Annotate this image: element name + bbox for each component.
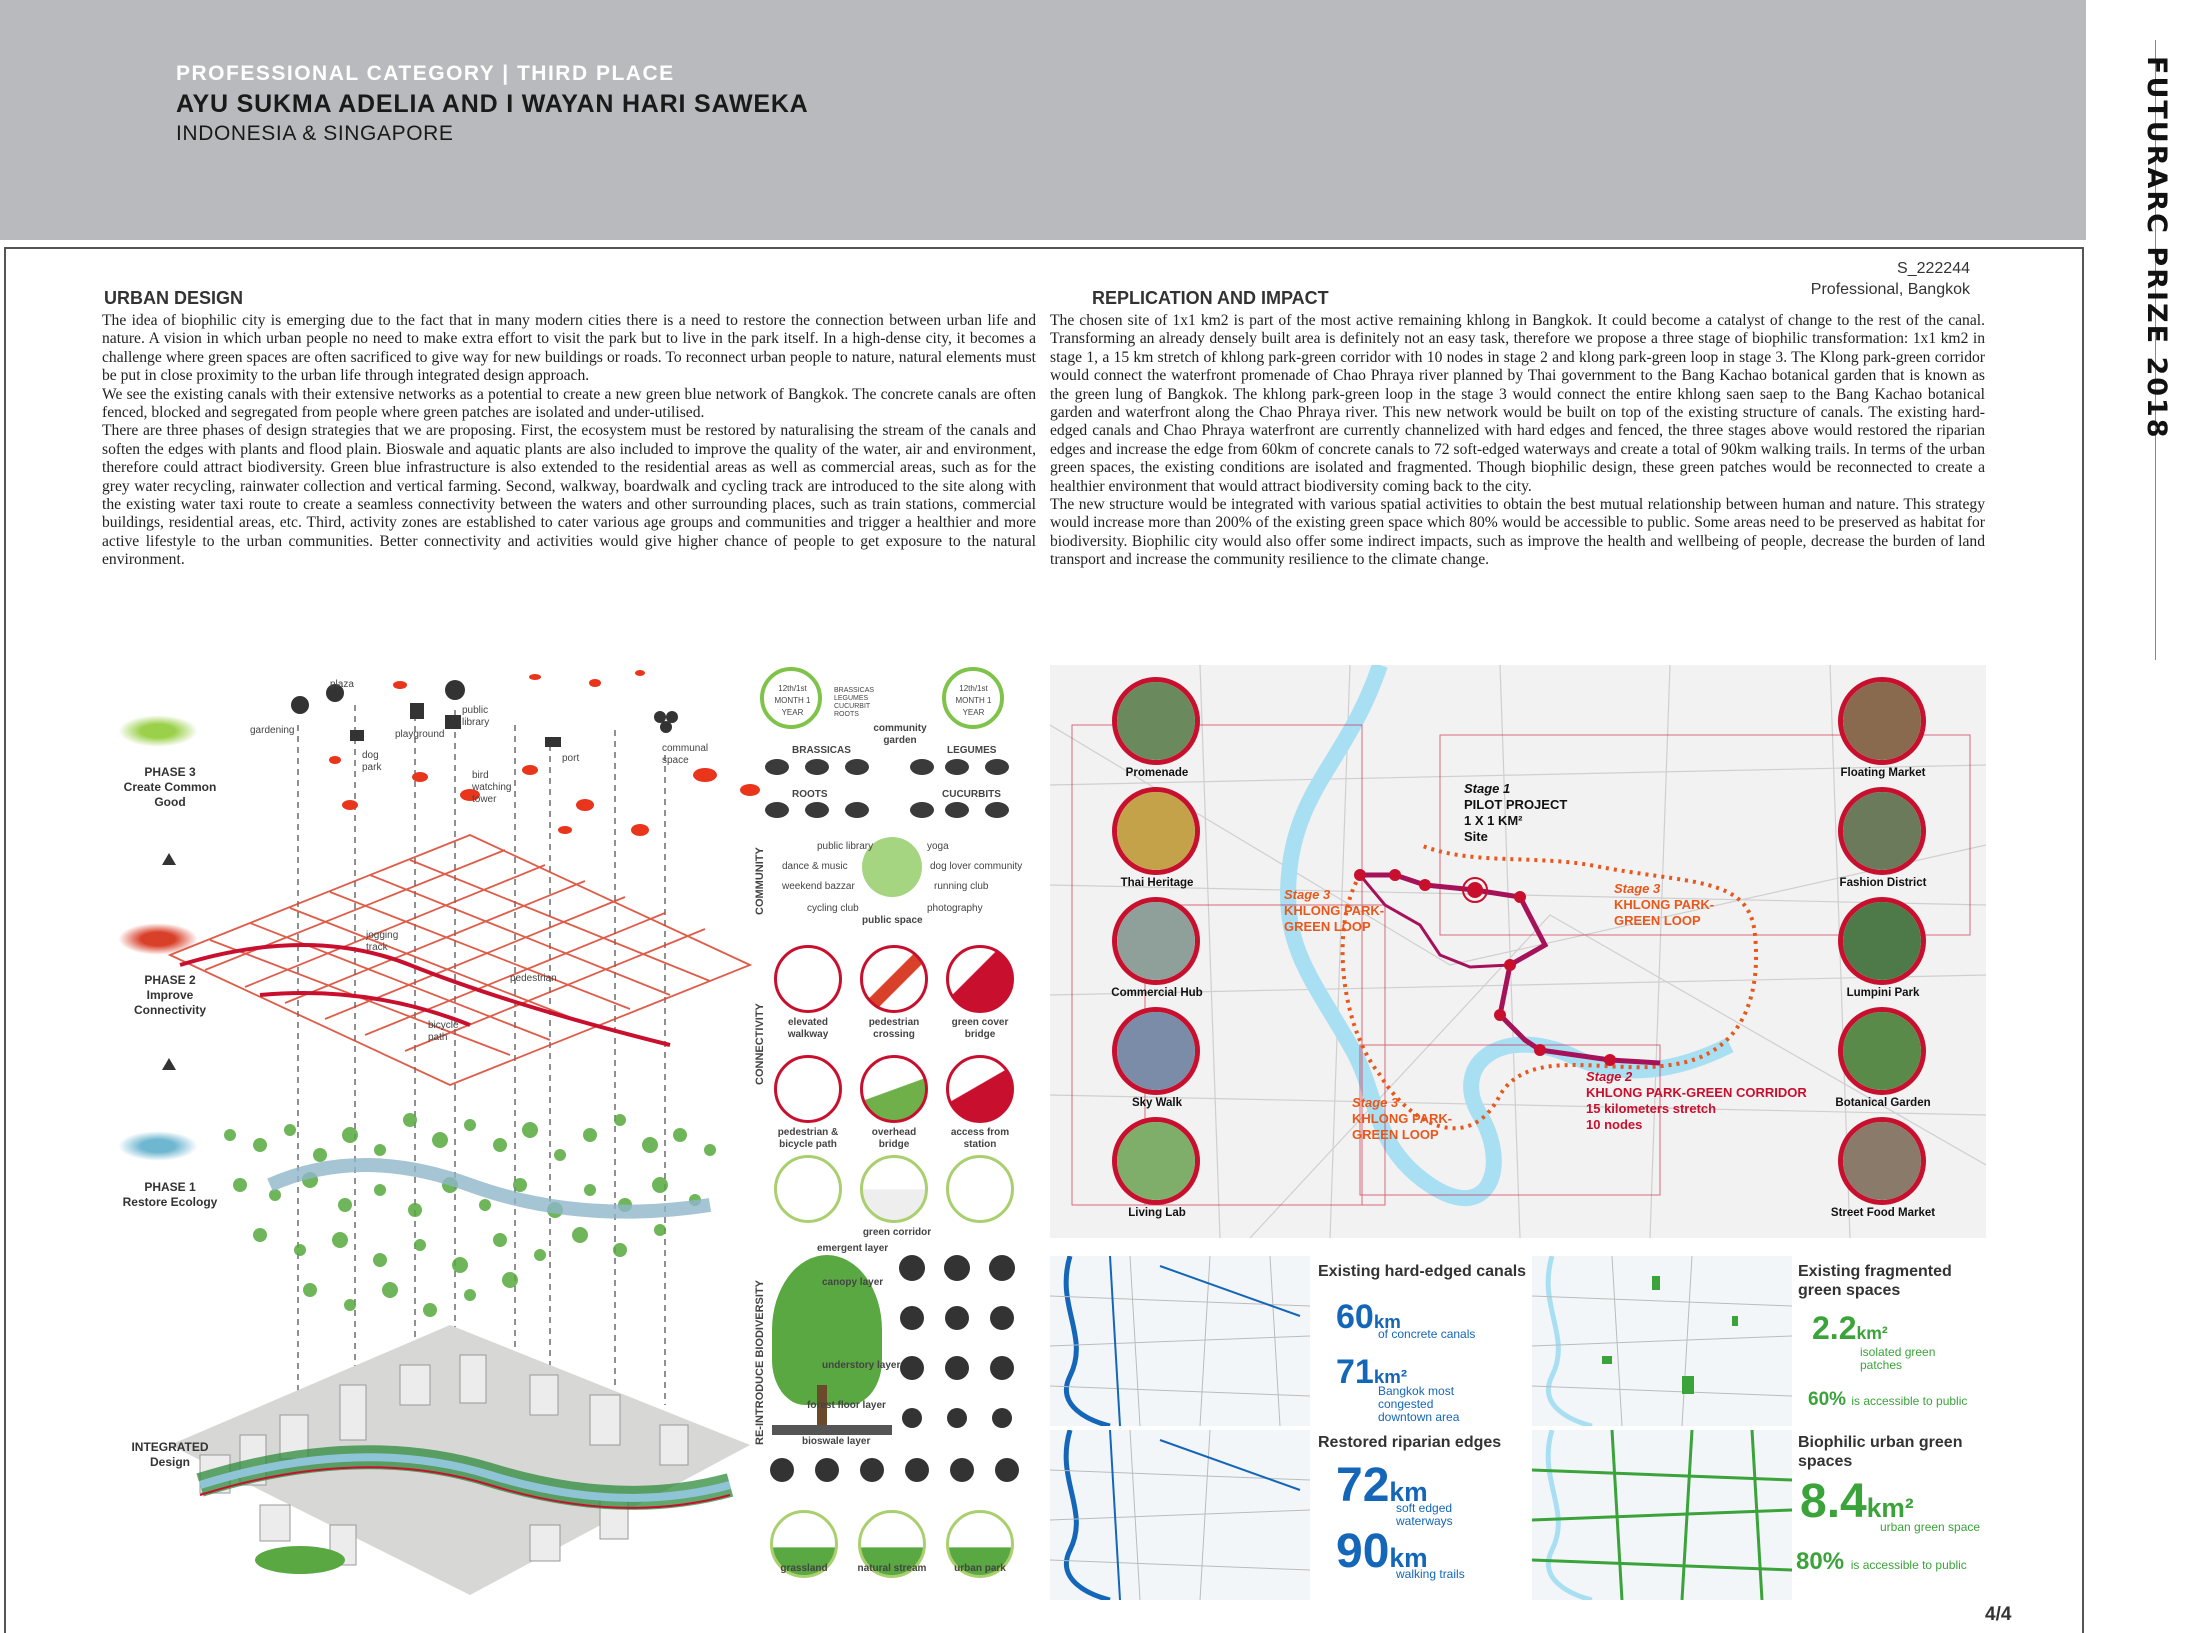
arrow-up-icon: [162, 853, 176, 865]
label-bicycle: bicycle path: [428, 1020, 459, 1043]
stage3-bottom-line3: GREEN LOOP: [1352, 1127, 1439, 1142]
riparian-map: [1050, 1430, 1310, 1600]
category: PROFESSIONAL CATEGORY: [176, 62, 495, 85]
urban-design-heading: URBAN DESIGN: [104, 288, 244, 308]
stage2-line2: KHLONG PARK-GREEN CORRIDOR: [1586, 1085, 1807, 1100]
label-living-lab: Living Lab: [1128, 1207, 1186, 1219]
phase1-icon: [118, 1131, 198, 1161]
area-unit: km²: [1373, 1366, 1408, 1387]
green-pct-note: is accessible to public: [1851, 1394, 1968, 1408]
phase3-title: PHASE 3: [144, 765, 196, 779]
label-sky-walk: Sky Walk: [1131, 1097, 1183, 1109]
crop-legend: [834, 687, 874, 719]
label-street-food: Street Food Market: [1830, 1207, 1936, 1219]
label-photography: photography: [927, 903, 983, 914]
placement: THIRD PLACE: [516, 62, 675, 85]
cycle2-label: 12th/1st MONTH 1 YEAR: [955, 684, 992, 717]
stage3-left-line2: KHLONG PARK-: [1284, 903, 1385, 918]
canals-map: [1050, 1256, 1310, 1426]
label-ped-bike: pedestrian & bicycle path: [777, 1127, 839, 1150]
label-bazaar: weekend bazzar: [782, 881, 855, 892]
arrow-up-icon: [162, 1058, 176, 1070]
integrated-label: [110, 1440, 230, 1470]
phase3-sub: Create Common Good: [123, 780, 217, 809]
label-natural-stream: natural stream: [857, 1563, 927, 1574]
category-line: PROFESSIONAL CATEGORY | THIRD PLACE: [176, 62, 675, 85]
stage1-title: Stage 1: [1464, 781, 1511, 796]
country: INDONESIA & SINGAPORE: [176, 122, 454, 145]
stage3-bottom-label: [1352, 1095, 1452, 1143]
label-bird-watching: bird watching tower: [472, 770, 512, 805]
photo-promenade: [1112, 677, 1200, 765]
stage2-title: Stage 2: [1586, 1069, 1633, 1084]
biophilic-map: [1532, 1430, 1792, 1600]
label-promenade: Promenade: [1125, 767, 1189, 779]
plant-icons: [762, 1450, 1032, 1490]
group-roots: ROOTS: [792, 789, 828, 800]
bio-value: [1800, 1475, 1914, 1528]
phase3-icon: [118, 715, 198, 747]
label-forest-floor: forest floor layer: [807, 1400, 886, 1411]
label-public-library: public library: [462, 705, 490, 728]
photo-botanical: [1838, 1007, 1926, 1095]
phase2-icon: [118, 923, 198, 955]
riparian-note: soft edged waterways: [1396, 1501, 1453, 1528]
phase2-title: PHASE 2: [144, 973, 196, 987]
label-port: port: [562, 753, 580, 764]
canals-number: 60: [1336, 1298, 1374, 1336]
photo-thai-heritage: [1112, 787, 1200, 875]
urban-design-p1: The idea of biophilic city is emerging due to the fact that in many modern cities there is a need to restore the connection between urban life and nature. A vision in which urban people no need to make extra effort to visit the park but to live in the park itself. In a high-dense city, it becomes a challenge where green spaces are often sacrificed to give way for new buildings or roads. To reconnect urban people to nature, natural elements must be put in close proximity to the urban life through integrated design approach.: [102, 312, 1036, 385]
label-botanical: Botanical Garden: [1835, 1097, 1931, 1109]
bio-number: 8.4: [1800, 1475, 1867, 1528]
stage2-line4: 10 nodes: [1586, 1117, 1643, 1132]
bio-title: Biophilic urban green spaces: [1798, 1434, 1963, 1470]
green-number: 2.2: [1812, 1310, 1857, 1346]
stage3-right-line3: GREEN LOOP: [1614, 913, 1701, 928]
label-pedestrian: pedestrian: [510, 973, 557, 984]
group-legumes: LEGUMES: [947, 745, 997, 756]
green-pct: 60%: [1808, 1389, 1847, 1410]
bio-pct-line: [1796, 1550, 1967, 1574]
legend-legumes: LEGUMES: [834, 695, 869, 702]
green-note: isolated green patches: [1860, 1345, 1936, 1372]
community-label: COMMUNITY: [754, 847, 766, 915]
label-running: running club: [934, 881, 989, 892]
label-public-library-mid: public library: [817, 841, 874, 852]
overhead-bridge-icon: [860, 1055, 928, 1123]
label-canopy: canopy layer: [822, 1277, 884, 1288]
photo-living-lab: [1112, 1117, 1200, 1205]
label-dance: dance & music: [782, 861, 848, 872]
green-bridge-icon: [946, 945, 1014, 1013]
stage3-left-label: [1284, 887, 1384, 935]
green-pct-line: [1808, 1390, 1967, 1409]
phase1-title: PHASE 1: [144, 1180, 196, 1194]
trail-number: 90: [1336, 1525, 1390, 1578]
header-band: [0, 0, 2086, 240]
label-understory: understory layer: [822, 1360, 901, 1371]
replication-heading: REPLICATION AND IMPACT: [1092, 288, 1329, 308]
label-cycling: cycling club: [807, 903, 859, 914]
phase1-sub: Restore Ecology: [122, 1195, 218, 1209]
bio-pct: 80%: [1796, 1548, 1845, 1575]
legend-brassicas: BRASSICAS: [834, 687, 875, 694]
stage3-left-title: Stage 3: [1284, 887, 1331, 902]
trail-unit: km: [1389, 1543, 1428, 1573]
elevated-walkway-icon: [774, 945, 842, 1013]
biodiversity-label: RE-INTRODUCE BIODIVERSITY: [754, 1279, 766, 1445]
ped-bike-icon: [774, 1055, 842, 1123]
canals-note: of concrete canals: [1378, 1327, 1476, 1341]
phase3-label: [110, 765, 230, 810]
label-public-space: public space: [862, 915, 923, 926]
cycle1-label: 12th/1st MONTH 1 YEAR: [774, 684, 811, 717]
label-overhead: overhead bridge: [871, 1127, 917, 1150]
bio-pct-note: is accessible to public: [1850, 1558, 1967, 1572]
label-elevated: elevated walkway: [787, 1017, 829, 1040]
green-unit: km²: [1856, 1323, 1888, 1343]
submission-info: [1811, 258, 1970, 300]
legend-cucurbit: CUCURBIT: [834, 703, 871, 710]
vegetable-icons: [752, 755, 1037, 825]
label-thai-heritage: Thai Heritage: [1120, 877, 1194, 889]
label-yoga: yoga: [927, 841, 949, 852]
stage3-bottom-title: Stage 3: [1352, 1095, 1399, 1110]
replication-p1: The chosen site of 1x1 km2 is part of the most active remaining khlong in Bangkok. It could become a catalyst of change to the rest of the canal. Transforming an already densely built area is definitely not an easy task, therefore we propose a three stage of biophilic transformation: 1x1 km2 in stage 1, a 15 km stretch of khlong park-green corridor with 10 nodes in stage 2 and klong park-green loop in stage 3. The Klong park-green corridor would connect the waterfront promenade of Chao Phraya river planned by Thai government to the Bang Kachao botanical garden that is known as the green lung of Bangkok. The khlong park-green loop in the stage 3 would connect the entire khlong saen saep to the Bang Kachao botanical garden and waterfront along the Chao Phraya river. This new network would be built on top of the existing structure of canals. The existing hard-edged canals and Chao Phraya waterfront are currently channelized with hard edges and fenced, the three stages above would restored the riparian edges and increase the edge from 60km of concrete canals to 72 soft-edged waterways and create a total of 90km walking trails. In terms of the urban green spaces, the existing conditions are isolated and fragmented. Though biophilic design, these green patches would be reconnected to create a healthier environment that would attract biodiversity coming back to the city.: [1050, 312, 1985, 495]
stage3-left-line3: GREEN LOOP: [1284, 919, 1371, 934]
label-dog-park: dog park: [362, 750, 382, 773]
group-cucurbits: CUCURBITS: [942, 789, 1001, 800]
group-brassicas: BRASSICAS: [792, 745, 851, 756]
canals-title: Existing hard-edged canals: [1318, 1263, 1527, 1280]
phase2-label: [110, 973, 230, 1018]
green-value: [1812, 1312, 1888, 1344]
submission-type: Professional, Bangkok: [1810, 281, 1970, 298]
label-dog-lover: dog lover community: [930, 861, 1023, 872]
replication-text: [1050, 312, 1985, 570]
canals-unit: km: [1373, 1311, 1401, 1332]
stage3-right-title: Stage 3: [1614, 881, 1661, 896]
urban-design-p3: There are three phases of design strategies that we are proposing. First, the ecosystem must be restored by naturalising the stream of the canals and soften the edges with plants and flood plain. Bioswale and aquatic plants are also included to improve the quality of the water, air and environment, therefore could attract biodiversity. Green blue infrastructure is also extended to the residential areas as well as commercial areas, such as for the grey water recycling, rainwater collection and vertical farming. Second, walkway, boardwalk and cycling track are introduced to the site along with the existing water taxi route to create a seamless connectivity between the waters and other surrounding places, such as train stations, commercial buildings, residential areas, etc. Third, activity zones are established to cater various age groups and communities and trigger a healthier and more active lifestyle to the urban communities. Better connectivity and activities would give higher chance of people to get exposure to the natural environment.: [102, 422, 1036, 569]
riparian-unit: km: [1389, 1477, 1428, 1507]
corridor-icon: [774, 1155, 842, 1223]
connectivity-label: CONNECTIVITY: [754, 1003, 766, 1085]
photo-floating-market: [1838, 677, 1926, 765]
urban-design-p2: We see the existing canals with their extensive networks as a potential to create a new green blue network of Bangkok. The concrete canals are often fenced, blocked and segregated from people where green patches are isolated and under-utilised.: [102, 385, 1036, 422]
label-urban-park: urban park: [954, 1563, 1006, 1574]
submission-id: S_222244: [1897, 260, 1970, 277]
stage1-line4: Site: [1464, 829, 1488, 844]
urban-design-text: [102, 312, 1036, 570]
stage1-label: [1464, 781, 1567, 845]
photo-street-food: [1838, 1117, 1926, 1205]
riparian-number: 72: [1336, 1459, 1390, 1512]
area-note: Bangkok most congested downtown area: [1378, 1384, 1460, 1424]
bangkok-map: [1050, 665, 1986, 1238]
label-crossing: pedestrian crossing: [868, 1017, 920, 1040]
photo-lumpini: [1838, 897, 1926, 985]
corridor-icon: [860, 1155, 928, 1223]
stage3-bottom-line2: KHLONG PARK-: [1352, 1111, 1453, 1126]
green-title: Existing fragmented green spaces: [1798, 1263, 1952, 1299]
area-number: 71: [1336, 1353, 1374, 1391]
label-plaza: plaza: [330, 679, 354, 690]
label-access: access from station: [950, 1127, 1010, 1150]
bio-unit: km²: [1866, 1493, 1914, 1523]
label-communal: communal space: [662, 743, 709, 766]
bio-note: urban green space: [1880, 1520, 1981, 1534]
label-green-bridge: green cover bridge: [951, 1017, 1009, 1040]
legend-roots: ROOTS: [834, 711, 859, 718]
photo-fashion-district: [1838, 787, 1926, 875]
label-emergent: emergent layer: [817, 1243, 889, 1254]
phases-diagram: [110, 665, 760, 1600]
stage1-line2: PILOT PROJECT: [1464, 797, 1568, 812]
stage2-line3: 15 kilometers stretch: [1586, 1101, 1717, 1116]
page-number: 4/4: [1985, 1604, 2012, 1625]
label-green-corridor: green corridor: [862, 1227, 932, 1238]
phase2-sub: Improve Connectivity: [133, 988, 206, 1017]
label-commercial-hub: Commercial Hub: [1111, 987, 1203, 999]
label-floating-market: Floating Market: [1840, 767, 1926, 779]
photo-sky-walk: [1112, 1007, 1200, 1095]
stage3-right-label: [1614, 881, 1714, 929]
photo-commercial-hub: [1112, 897, 1200, 985]
riparian-title: Restored riparian edges: [1318, 1434, 1502, 1451]
integrated-title: INTEGRATED: [131, 1440, 209, 1454]
trail-note: walking trails: [1396, 1567, 1465, 1581]
green-map: [1532, 1256, 1792, 1426]
authors: AYU SUKMA ADELIA AND I WAYAN HARI SAWEKA: [176, 90, 809, 118]
label-lumpini: Lumpini Park: [1846, 987, 1920, 999]
corridor-icon: [946, 1155, 1014, 1223]
label-grassland: grassland: [780, 1563, 828, 1574]
bioswale-bar: [772, 1425, 892, 1435]
stage1-line3: 1 X 1 KM²: [1464, 813, 1523, 828]
phase1-label: [110, 1180, 230, 1210]
label-jogging: jogging track: [366, 930, 399, 953]
label-gardening: gardening: [250, 725, 295, 736]
crossing-icon: [860, 945, 928, 1013]
station-access-icon: [946, 1055, 1014, 1123]
side-title: FUTURARC PRIZE 2018: [2141, 56, 2172, 440]
stage3-right-line2: KHLONG PARK-: [1614, 897, 1715, 912]
label-bioswale: bioswale layer: [802, 1436, 871, 1447]
species-icons: [892, 1253, 1032, 1453]
community-garden-label: community garden: [873, 723, 927, 746]
strategies-column: [752, 665, 1037, 1600]
label-fashion-district: Fashion District: [1839, 877, 1927, 889]
stage2-label: [1586, 1069, 1807, 1133]
replication-p2: The new structure would be integrated with various spatial activities to obtain the best mutual relationship between human and nature. This strategy would increase more than 200% of the existing green space which 80% would be accessible to public. Some areas need to be preserved as habitat for biodiversity. Biophilic city would also offer some indirect impacts, such as improve the health and wellbeing of people, decrease the burden of land transport and increase the community resilience to the climate change.: [1050, 496, 1985, 569]
label-playground: playground: [395, 729, 445, 740]
integrated-sub: Design: [149, 1455, 190, 1469]
